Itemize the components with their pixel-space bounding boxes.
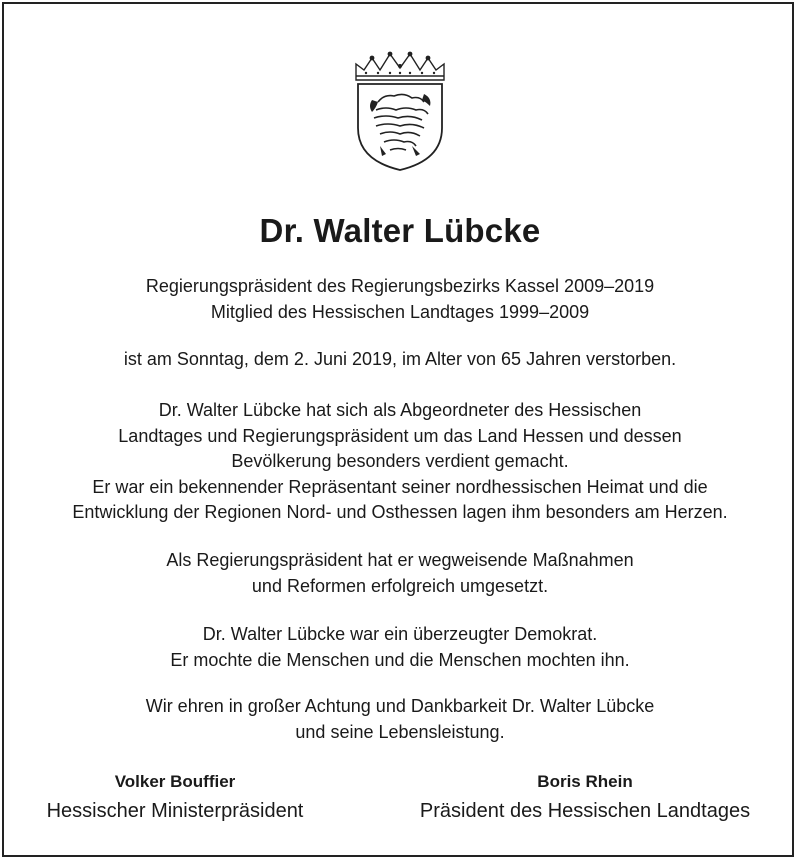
paragraph-line: Dr. Walter Lübcke war ein überzeugter Demokrat.: [202, 624, 598, 644]
positions-block: [0, 274, 800, 325]
signatory-name: Boris Rhein: [537, 772, 633, 791]
paragraph-reforms: [0, 548, 800, 599]
paragraph-line: Entwicklung der Regionen Nord- und Osthessen lagen ihm besonders am Herzen.: [72, 502, 728, 522]
hessen-coat-of-arms-icon: [350, 50, 450, 172]
position-line: Mitglied des Hessischen Landtages 1999–2009: [210, 301, 590, 322]
signatory-role: Hessischer Ministerpräsident: [46, 800, 304, 822]
position-line: Regierungspräsident des Regierungsbezirks Kassel 2009–2019: [145, 276, 655, 296]
paragraph-line: Dr. Walter Lübcke hat sich als Abgeordneter des Hessischen: [158, 400, 642, 420]
paragraph-merits: [0, 398, 800, 526]
paragraph-line: Er war ein bekennender Repräsentant seiner nordhessischen Heimat und die: [92, 476, 708, 497]
signatory-role: Präsident des Hessischen Landtages: [419, 800, 751, 822]
paragraph-line: und seine Lebensleistung.: [295, 721, 505, 742]
signatory-name: Volker Bouffier: [114, 772, 236, 791]
signatory-right: [395, 769, 775, 827]
paragraph-line: Wir ehren in großer Achtung und Dankbarkeit Dr. Walter Lübcke: [145, 696, 655, 716]
signatory-left: [20, 769, 330, 827]
death-notice-line: ist am Sonntag, dem 2. Juni 2019, im Alter von 65 Jahren verstorben.: [123, 349, 677, 369]
paragraph-democrat: [0, 622, 800, 673]
paragraph-line: Bevölkerung besonders verdient gemacht.: [231, 451, 569, 471]
paragraph-line: und Reformen erfolgreich umgesetzt.: [251, 575, 549, 596]
page-title: Dr. Walter Lübcke: [259, 212, 541, 249]
paragraph-honour: [0, 694, 800, 745]
paragraph-line: Landtages und Regierungspräsident um das Land Hessen und dessen: [118, 425, 682, 446]
paragraph-line: Er mochte die Menschen und die Menschen mochten ihn.: [170, 649, 630, 670]
death-notice: [0, 347, 800, 373]
paragraph-line: Als Regierungspräsident hat er wegweisende Maßnahmen: [166, 550, 634, 570]
